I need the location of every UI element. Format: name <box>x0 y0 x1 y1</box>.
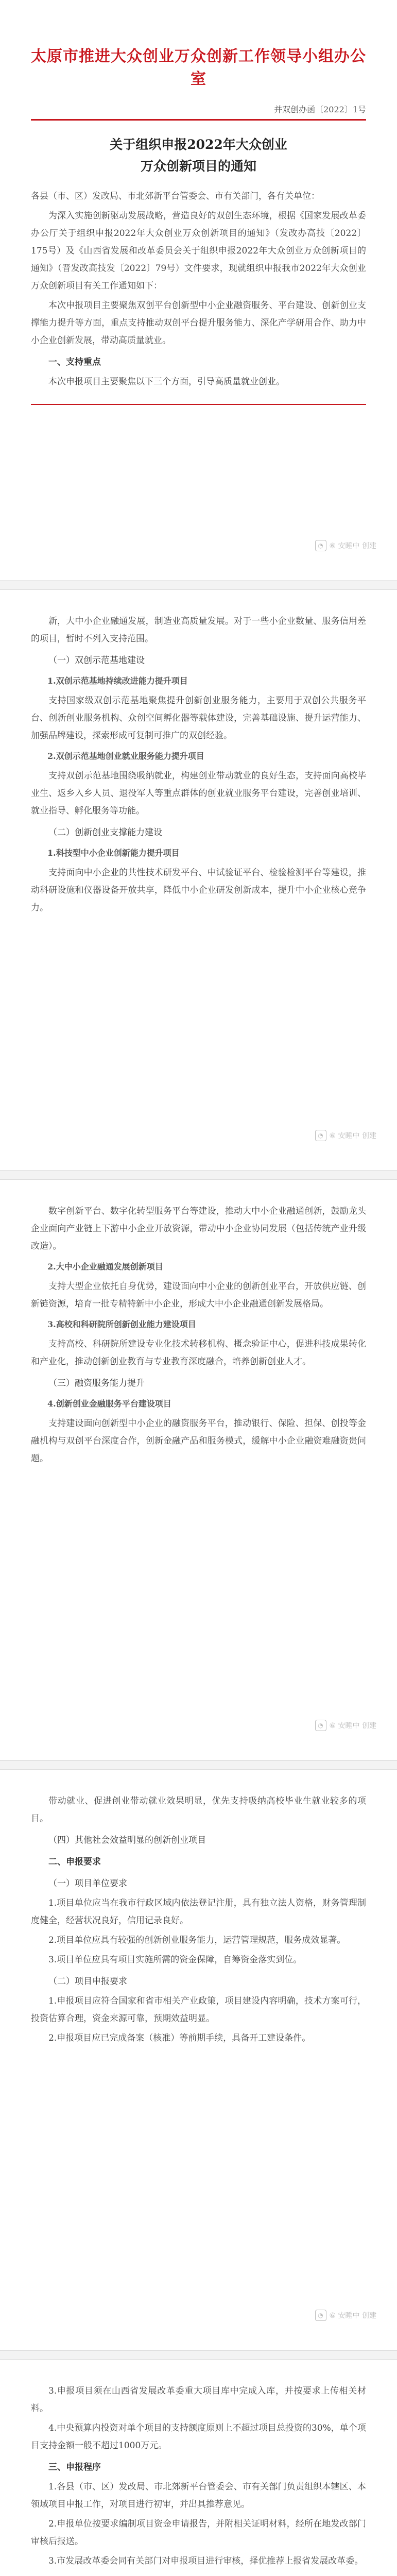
paragraph: 2.申报项目应已完成备案（核准）等前期手续，具备开工建设条件。 <box>48 2033 311 2043</box>
watermark-text: ⑥ 安睡中 创建 <box>329 1722 376 1730</box>
watermark <box>315 1130 376 1141</box>
paragraph: 1.项目单位应当在我市行政区域内依法登记注册，具有独立法人资格，财务管理制度健全，经营状况良好，信用记录良好。 <box>31 1898 366 1926</box>
section-heading: 一、支持重点 <box>48 357 101 367</box>
page-4-body <box>31 1792 366 2047</box>
watermark-text: ⑥ 安睡中 创建 <box>329 1132 376 1140</box>
watermark-text: ⑥ 安睡中 创建 <box>329 542 376 550</box>
document-page-3 <box>0 1180 397 1760</box>
watermark <box>315 2310 376 2321</box>
paragraph: 1.申报项目应符合国家和省市相关产业政策，项目建设内容明确，技术方案可行，投资估算合理，资金来源可靠，预期效益明显。 <box>31 1996 366 2024</box>
paragraph: 4.中央预算内投资对单个项目的支持额度原则上不超过项目总投资的30%，单个项目支持金额一般不超过1000万元。 <box>31 2423 366 2451</box>
chat-bubble-icon: ◔ <box>315 540 326 551</box>
paragraph: 3.申报项目须在山西省发展改革委重大项目库中完成入库，并按要求上传相关材料。 <box>31 2386 366 2414</box>
item-heading: 2.双创示范基地创业就业服务能力提升项目 <box>47 751 204 761</box>
item-heading: 4.创新创业金融服务平台建设项目 <box>47 1399 171 1409</box>
section-heading: 二、申报要求 <box>48 1857 101 1867</box>
paragraph: 为深入实施创新驱动发展战略，营造良好的双创生态环境，根据《国家发展改革委办公厅关于组织申报2022年大众创业万众创新项目的通知》（发改办高技〔2022〕175号）及《山西省发展和改革委员会关于组织申报2022年大众创业万众创新项目的通知》（晋发改高技发〔2022〕79号）文件要求，现就组织申报我市2022年大众创业万众创新项目有关工作通知如下： <box>31 211 366 291</box>
paragraph: 本次申报项目主要聚焦以下三个方面，引导高质量就业创业。 <box>48 377 285 387</box>
subsection-heading: （一）双创示范基地建设 <box>48 655 145 666</box>
salutation: 各县（市、区）发改局、市北郊新平台管委会、市有关部门，各有关单位： <box>31 191 320 201</box>
paragraph: 支持双创示范基地围绕吸纳就业，构建创业带动就业的良好生态，支持面向高校毕业生、返乡入乡人员、退役军人等重点群体的创业就业服务平台建设，完善创业培训、就业指导、孵化服务等功能。 <box>31 771 366 816</box>
paragraph: 带动就业、促进创业带动就业效果明显，优先支持吸纳高校毕业生就业较多的项目。 <box>31 1796 366 1824</box>
item-heading: 2.大中小企业融通发展创新项目 <box>47 1262 163 1272</box>
document-title <box>31 134 366 177</box>
item-heading: 1.科技型中小企业创新能力提升项目 <box>47 848 180 858</box>
paragraph: 支持建设面向创新型中小企业的融资服务平台，推动银行、保险、担保、创投等金融机构与双创平台深度合作，创新金融产品和服务模式，缓解中小企业融资难融资贵问题。 <box>31 1418 366 1464</box>
subsection-heading: （四）其他社会效益明显的创新创业项目 <box>48 1835 206 1845</box>
section-heading: 三、申报程序 <box>48 2462 101 2472</box>
document-page-5 <box>0 2360 397 2576</box>
issuing-org-header: 太原市推进大众创业万众创新工作领导小组办公室 <box>31 47 366 88</box>
paragraph: 2.申报单位按要求编制项目资金申请报告，并附相关证明材料，经所在地发改部门审核后报送。 <box>31 2519 366 2547</box>
paragraph: 支持高校、科研院所建设专业化技术转移机构、概念验证中心，促进科技成果转化和产业化，推动创新创业教育与专业教育深度融合，培养创新创业人才。 <box>31 1339 366 1367</box>
item-heading: 3.高校和科研院所创新创业能力建设项目 <box>47 1319 196 1329</box>
document-number: 并双创办函〔2022〕1号 <box>274 105 366 114</box>
document-page-1 <box>0 0 397 581</box>
item-heading: 1.双创示范基地持续改进能力提升项目 <box>47 676 188 686</box>
page-1-bottom-red-line <box>31 404 366 405</box>
chat-bubble-icon: ◔ <box>315 1720 326 1731</box>
paragraph: 支持面向中小企业的共性技术研发平台、中试验证平台、检验检测平台等建设，推动科研设施和仪器设备开放共享，降低中小企业研发创新成本，提升中小企业核心竞争力。 <box>31 868 366 913</box>
page-separator <box>0 2350 397 2360</box>
chat-bubble-icon: ◔ <box>315 2310 326 2321</box>
paragraph: 数字创新平台、数字化转型服务平台等建设，推动大中小企业融通创新，鼓励龙头企业面向产业链上下游中小企业开放资源，带动中小企业协同发展（包括传统产业升级改造）。 <box>31 1206 366 1251</box>
title-line-1: 关于组织申报2022年大众创业 <box>110 137 287 152</box>
page-3-body <box>31 1202 366 1467</box>
paragraph: 1.各县（市、区）发改局、市北郊新平台管委会、市有关部门负责组织本辖区、本领域项目申报工作，对项目进行初审，并出具推荐意见。 <box>31 2482 366 2510</box>
chat-bubble-icon: ◔ <box>315 1130 326 1141</box>
subsection-heading: （二）创新创业支撑能力建设 <box>48 827 162 838</box>
title-line-2: 万众创新项目的通知 <box>140 159 256 174</box>
watermark-text: ⑥ 安睡中 创建 <box>329 2312 376 2320</box>
subsection-heading: （一）项目单位要求 <box>48 1878 127 1889</box>
paragraph: 3.项目单位应具有项目实施所需的资金保障，自筹资金落实到位。 <box>48 1955 302 1965</box>
page-2-body <box>31 613 366 917</box>
document-page-4 <box>0 1770 397 2350</box>
document-page-2 <box>0 590 397 1171</box>
page-separator <box>0 1760 397 1770</box>
watermark <box>315 540 376 551</box>
paragraph: 支持大型企业依托自身优势，建设面向中小企业的创新创业平台，开放供应链、创新链资源，培育一批专精特新中小企业，形成大中小企业融通创新发展格局。 <box>31 1281 366 1309</box>
watermark <box>315 1720 376 1731</box>
paragraph: 2.项目单位应具有较强的创新创业服务能力，运营管理规范，服务成效显著。 <box>48 1935 346 1945</box>
page-1-body <box>31 207 366 391</box>
page-5-body <box>31 2382 366 2570</box>
paragraph: 支持国家级双创示范基地聚焦提升创新创业服务能力，主要用于双创公共服务平台、创新创业服务机构、众创空间孵化器等载体建设，完善基础设施、提升运营能力、加强品牌建设，探索形成可复制可推广的双创经验。 <box>31 696 366 741</box>
paragraph: 新，大中小企业融通发展，制造业高质量发展。对于一些小企业数量、服务信用差的项目，暂时不列入支持范围。 <box>31 616 366 644</box>
paragraph: 本次申报项目主要聚焦双创平台创新型中小企业融资服务、平台建设、创新创业支撑能力提升等方面，重点支持推动双创平台提升服务能力、深化产学研用合作、助力中小企业创新发展，带动高质量就业。 <box>31 300 366 346</box>
header-red-rule <box>31 119 366 121</box>
page-separator <box>0 1171 397 1180</box>
subsection-heading: （二）项目申报要求 <box>48 1976 127 1987</box>
subsection-heading: （三）融资服务能力提升 <box>48 1378 145 1388</box>
paragraph: 3.市发展改革委会同有关部门对申报项目进行审核，择优推荐上报省发展改革委。 <box>48 2556 364 2566</box>
page-separator <box>0 581 397 590</box>
